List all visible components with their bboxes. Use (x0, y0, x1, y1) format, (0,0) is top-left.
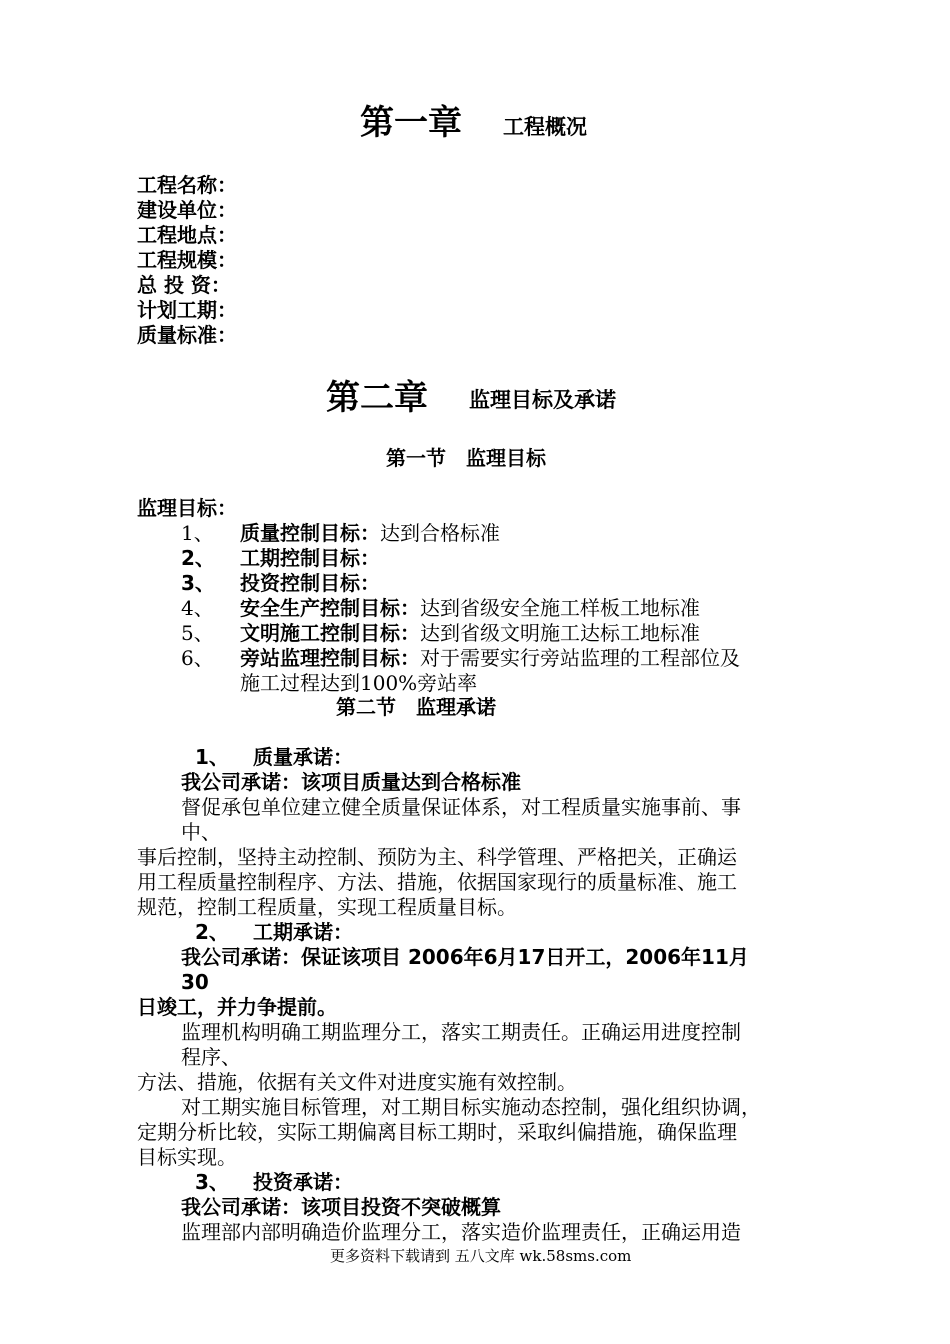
info-location: 工程地点： (137, 223, 237, 247)
info-quality: 质量标准： (137, 323, 237, 347)
goal-6: 旁站监理控制目标：对于需要实行旁站监理的工程部位及 (240, 646, 740, 670)
goal-5: 文明施工控制目标：达到省级文明施工达标工地标准 (240, 621, 700, 645)
footer-text: 更多资料下载请到 五八文库 wk.58sms.com (330, 1247, 632, 1265)
commit1-num: 1、 (195, 745, 229, 769)
chapter2-label: 第二章 (326, 378, 428, 418)
chapter1-title: 工程概况 (503, 115, 587, 139)
commit2-num: 2、 (195, 920, 229, 944)
chapter1-label: 第一章 (360, 103, 462, 143)
goal-1-num: 1、 (181, 521, 214, 545)
info-scale: 工程规模： (137, 248, 237, 272)
goal-4: 安全生产控制目标：达到省级安全施工样板工地标准 (240, 596, 700, 620)
commit1-line: 中、 (181, 820, 221, 844)
goal-6-continuation: 施工过程达到100%旁站率 (240, 671, 478, 695)
goal-1: 质量控制目标：达到合格标准 (240, 521, 500, 545)
commit1-line: 督促承包单位建立健全质量保证体系，对工程质量实施事前、事 (181, 795, 741, 819)
chapter2-title: 监理目标及承诺 (469, 388, 616, 412)
goal-4-num: 4、 (181, 596, 214, 620)
commit3-heading: 投资承诺： (253, 1170, 353, 1194)
commit2-line: 程序、 (181, 1045, 241, 1069)
commit1-line: 用工程质量控制程序、方法、措施，依据国家现行的质量标准、施工 (137, 870, 737, 894)
commit2-pledge: 30 (181, 970, 209, 994)
commit2-line: 方法、措施，依据有关文件对进度实施有效控制。 (137, 1070, 577, 1094)
commit1-heading: 质量承诺： (253, 745, 353, 769)
commit2-pledge: 我公司承诺：保证该项目 2006年6月17日开工，2006年11月 (181, 945, 749, 969)
section1-title: 第一节 监理目标 (386, 446, 546, 470)
commit1-pledge: 我公司承诺：该项目质量达到合格标准 (181, 770, 521, 794)
info-investment: 总 投 资： (137, 273, 231, 297)
goal-2: 工期控制目标： (240, 546, 380, 570)
goal-3-num: 3、 (181, 571, 215, 595)
info-project-name: 工程名称： (137, 173, 237, 197)
commit2-line: 对工期实施目标管理，对工期目标实施动态控制，强化组织协调， (181, 1095, 761, 1119)
commit2-pledge: 日竣工，并力争提前。 (137, 995, 337, 1019)
commit2-line: 监理机构明确工期监理分工，落实工期责任。正确运用进度控制 (181, 1020, 741, 1044)
info-owner: 建设单位： (137, 198, 237, 222)
commit3-line: 监理部内部明确造价监理分工，落实造价监理责任，正确运用造 (181, 1220, 741, 1244)
info-schedule: 计划工期： (137, 298, 237, 322)
commit2-line: 目标实现。 (137, 1145, 237, 1169)
section2-title: 第二节 监理承诺 (336, 695, 496, 719)
commit2-line: 定期分析比较，实际工期偏离目标工期时，采取纠偏措施，确保监理 (137, 1120, 737, 1144)
goal-2-num: 2、 (181, 546, 215, 570)
commit2-heading: 工期承诺： (253, 920, 353, 944)
commit3-pledge: 我公司承诺：该项目投资不突破概算 (181, 1195, 501, 1219)
goal-5-num: 5、 (181, 621, 214, 645)
commit1-line: 规范，控制工程质量，实现工程质量目标。 (137, 895, 517, 919)
goals-heading: 监理目标： (137, 496, 237, 520)
commit3-num: 3、 (195, 1170, 229, 1194)
goal-6-num: 6、 (181, 646, 214, 670)
commit1-line: 事后控制，坚持主动控制、预防为主、科学管理、严格把关，正确运 (137, 845, 737, 869)
goal-3: 投资控制目标： (240, 571, 380, 595)
